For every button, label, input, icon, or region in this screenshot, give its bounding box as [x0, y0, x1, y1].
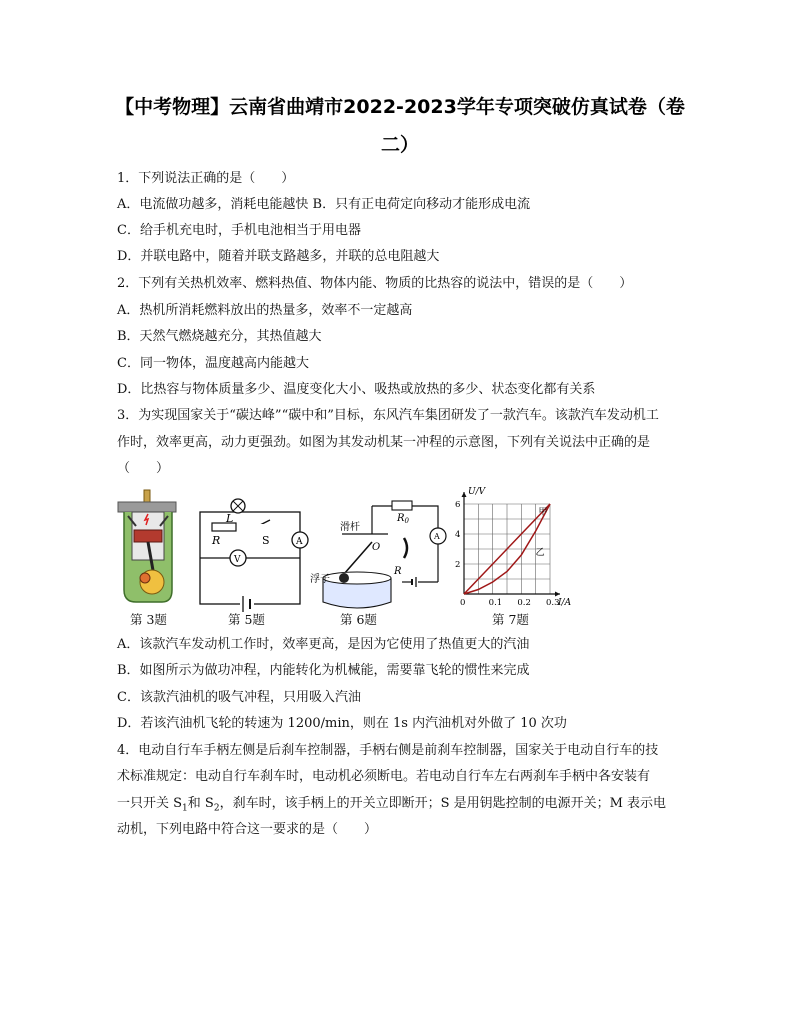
- x-axis-arrow: [555, 592, 560, 597]
- q1-stem: 1．下列说法正确的是（ ）: [117, 171, 295, 186]
- x-tick-label: 0.3: [546, 598, 560, 608]
- q2-option-d: D．比热容与物体质量多少、温度变化大小、吸热或放热的多少、状态变化都有关系: [117, 382, 596, 397]
- fig5-ammeter-label: A: [296, 537, 303, 547]
- q4-line4: 动机，下列电路中符合这一要求的是（ ）: [117, 822, 378, 837]
- y-axis-arrow: [462, 492, 467, 497]
- fig5-resistor-label: R: [212, 534, 221, 547]
- q1-option-a-b: A．电流做功越多，消耗电能越快 B．只有正电荷定向移动才能形成电流: [117, 197, 531, 212]
- fig6-r0-label: $R_0$: [397, 513, 409, 525]
- circuit-figure-5: [200, 499, 308, 612]
- x-axis-label: I/A: [558, 598, 572, 608]
- y-tick-label: 2: [455, 560, 461, 570]
- float-icon: [339, 573, 349, 583]
- q2-option-c: C．同一物体，温度越高内能越大: [117, 356, 309, 371]
- figures-row: [112, 486, 702, 631]
- fig6-ammeter-label: A: [434, 532, 440, 541]
- y-tick-label: 6: [455, 500, 461, 510]
- q2-option-b: B．天然气燃烧越充分，其热值越大: [117, 329, 322, 344]
- figures-svg: [112, 486, 702, 631]
- q3-option-b: B．如图所示为做功冲程，内能转化为机械能，需要靠飞轮的惯性来完成: [117, 663, 530, 678]
- q2-stem: 2．下列有关热机效率、燃料热值、物体内能、物质的比热容的说法中，错误的是（ ）: [117, 276, 633, 291]
- ui-graph-chart: [455, 487, 572, 608]
- fig6-pivot-label: O: [372, 542, 381, 553]
- q1-option-c: C．给手机充电时，手机电池相当于用电器: [117, 223, 361, 238]
- x-tick-label: 0: [460, 598, 466, 608]
- y-axis-label: U/V: [468, 487, 486, 497]
- q3-option-d: D．若该汽油机飞轮的转速为 1200/min，则在 1s 内汽油机对外做了 10 次功: [117, 716, 567, 731]
- page-title: 【中考物理】云南省曲靖市2022-2023学年专项突破仿真试卷（卷二）: [115, 96, 685, 156]
- fig5-lamp-label: L: [226, 512, 234, 525]
- caption-fig7: 第 7题: [492, 612, 529, 627]
- q4-line3: 一只开关 $S_1$和 $S_2$，刹车时，该手柄上的开关立即断开；S 是用钥匙控制的电源开关；M 表示电: [117, 796, 667, 814]
- fig6-r-label: R: [394, 566, 402, 577]
- fig6-float-label: 浮子: [310, 574, 330, 585]
- x-tick-label: 0.1: [488, 598, 503, 608]
- engine-figure: [118, 490, 176, 602]
- q1-option-d: D．并联电路中，随着并联支路越多，并联的总电阻越大: [117, 249, 440, 264]
- caption-fig6: 第 6题: [340, 612, 377, 627]
- caption-fig3: 第 3题: [130, 612, 167, 627]
- fig6-slider-label: 滑杆: [340, 522, 360, 533]
- fuel-gauge-figure-6: [310, 501, 446, 608]
- q3-stem-line3: （ ）: [117, 461, 170, 476]
- r0-resistor-icon: [392, 501, 412, 510]
- q3-option-a: A．该款汽车发动机工作时，效率更高，是因为它使用了热值更大的汽油: [117, 637, 530, 652]
- y-tick-label: 4: [455, 530, 461, 540]
- fig5-switch-label: S: [262, 534, 270, 547]
- fig5-voltmeter-label: V: [234, 555, 241, 565]
- q3-option-c: C．该款汽油机的吸气冲程，只用吸入汽油: [117, 690, 361, 705]
- q4-line2: 术标准规定：电动自行车刹车时，电动机必须断电。若电动自行车左右两刹车手柄中各安装有: [117, 769, 651, 784]
- q4-line1: 4．电动自行车手柄左侧是后刹车控制器，手柄右侧是前刹车控制器，国家关于电动自行车的技: [117, 743, 659, 758]
- caption-fig5: 第 5题: [228, 612, 265, 627]
- q3-stem-line1: 3．为实现国家关于“碳达峰”“碳中和”目标，东风汽车集团研发了一款汽车。该款汽车发动机工: [117, 408, 659, 423]
- q3-stem-line2: 作时，效率更高，动力更强劲。如图为其发动机某一冲程的示意图，下列有关说法中正确的是: [117, 435, 651, 450]
- q2-option-a: A．热机所消耗燃料放出的热量多，效率不一定越高: [117, 303, 413, 318]
- series-label-1: 甲: [538, 507, 548, 518]
- x-tick-label: 0.2: [517, 598, 531, 608]
- series-label-2: 乙: [535, 548, 545, 558]
